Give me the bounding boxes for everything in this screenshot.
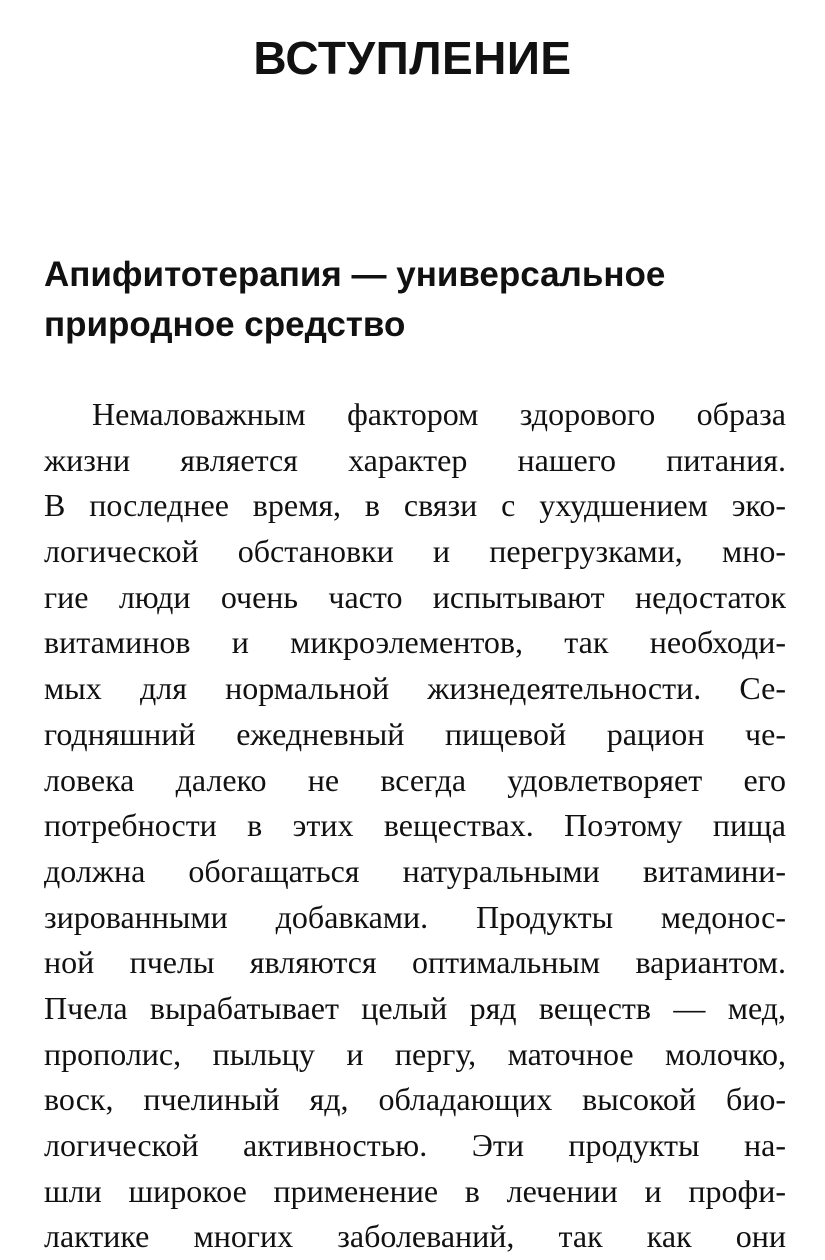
- text-line: Немаловажным фактором здорового образа: [92, 396, 786, 432]
- text-line: годняшний ежедневный пищевой рацион че-: [44, 715, 786, 752]
- text-line: В последнее время, в связи с ухудшением эко-: [44, 487, 786, 524]
- text-line: воск, пчелиный яд, обладающих высокой био-: [44, 1081, 786, 1118]
- text-line: мых для нормальной жизнедеятельности. Се-: [44, 670, 786, 707]
- text-line: логической активностью. Эти продукты на-: [44, 1127, 786, 1163]
- section-title: [44, 250, 794, 350]
- text-line: должна обогащаться натуральными витамини-: [44, 852, 786, 889]
- text-line: ловека далеко не всегда удовлетворяет его: [44, 761, 786, 798]
- body-paragraph: [44, 392, 786, 1260]
- text-line: Пчела вырабатывает целый ряд веществ — мед,: [44, 989, 786, 1026]
- text-line: лактике многих заболеваний, так как они: [44, 1218, 786, 1255]
- text-line: потребности в этих веществах. Поэтому пища: [44, 807, 786, 844]
- text-line: логической обстановки и перегрузками, мно-: [44, 533, 786, 570]
- section-title-line-1: Апифитотерапия — универсальное: [44, 255, 666, 294]
- text-line: витаминов и микроэлементов, так необходи-: [44, 624, 786, 661]
- text-line: гие люди очень часто испытывают недостаток: [44, 578, 786, 615]
- text-line: жизни является характер нашего питания.: [44, 441, 786, 478]
- text-line: зированными добавками. Продукты медонос-: [44, 898, 786, 935]
- text-line: шли широкое применение в лечении и профи-: [44, 1172, 786, 1209]
- chapter-title: ВСТУПЛЕНИЕ: [253, 32, 572, 84]
- section-title-line-2: природное средство: [44, 305, 406, 344]
- text-line: прополис, пыльцу и пергу, маточное молочко,: [44, 1035, 786, 1072]
- text-line: ной пчелы являются оптимальным вариантом.: [44, 944, 786, 981]
